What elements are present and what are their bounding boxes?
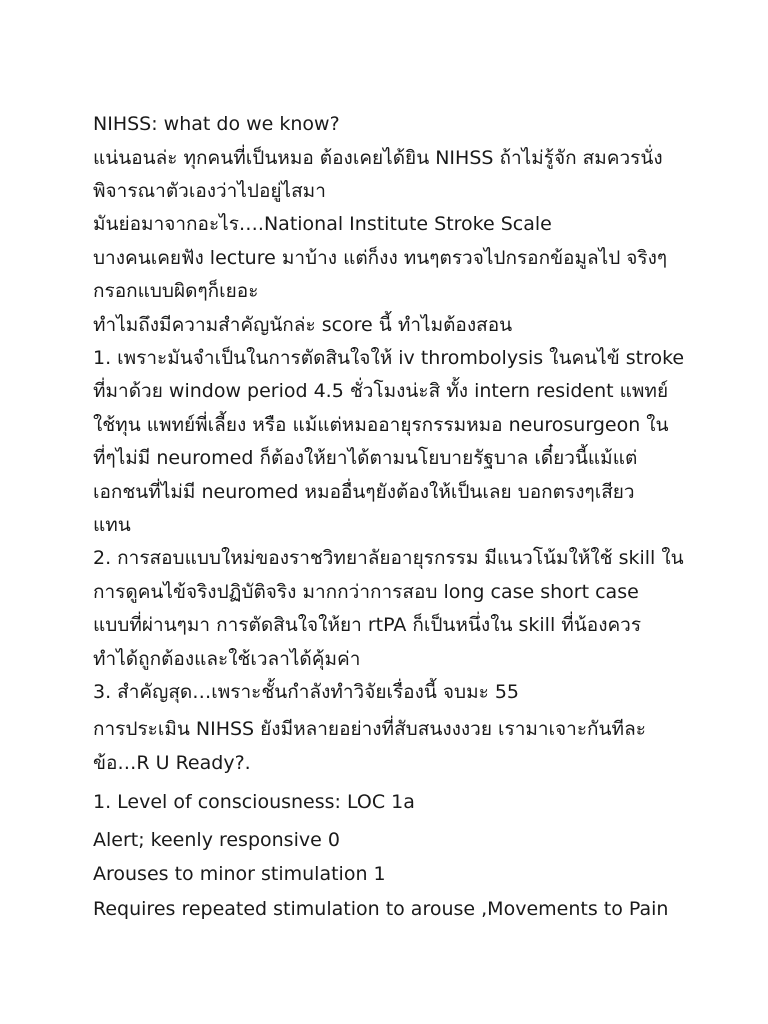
score-line: Arouses to minor stimulation 1 — [93, 863, 386, 885]
list-item-2: 2. การสอบแบบใหม่ของราชวิทยาลัยอายุรกรรม มีแนวโน้มให้ใช้ skill ใน — [93, 547, 684, 569]
paragraph-line: เอกชนที่ไม่มี neuromed หมออื่นๆยังต้องให้เป็นเลย บอกตรงๆเสียว — [93, 481, 635, 503]
paragraph-line: ที่ๆไม่มี neuromed ก็ต้องให้ยาได้ตามนโยบายรัฐบาล เดี๋ยวนี้แม้แต่ — [93, 447, 638, 469]
section-heading-loc: 1. Level of consciousness: LOC 1a — [93, 791, 415, 813]
paragraph-line: ที่มาด้วย window period 4.5 ชั่วโมงน่ะสิ ทั้ง intern resident แพทย์ — [93, 380, 669, 402]
paragraph-line: บางคนเคยฟัง lecture มาบ้าง แต่ก็งง ทนๆตรวจไปกรอกข้อมูลไป จริงๆ — [93, 247, 668, 269]
paragraph-line: ข้อ…R U Ready?. — [93, 752, 251, 774]
paragraph-line: แบบที่ผ่านๆมา การตัดสินใจให้ยา rtPA ก็เป็นหนึ่งใน skill ที่น้องควร — [93, 614, 642, 636]
paragraph-line: แทน — [93, 514, 131, 536]
list-item-3: 3. สำคัญสุด…เพราะชั้นกำลังทำวิจัยเรื่องนี้ จบมะ 55 — [93, 681, 520, 703]
score-line: Alert; keenly responsive 0 — [93, 829, 340, 851]
paragraph-line: แน่นอนล่ะ ทุกคนที่เป็นหมอ ต้องเคยได้ยิน NIHSS ถ้าไม่รู้จัก สมควรนั่ง — [93, 147, 663, 169]
paragraph-line: การประเมิน NIHSS ยังมีหลายอย่างที่สับสนงงงวย เรามาเจาะกันทีละ — [93, 718, 646, 740]
paragraph-line: ทำไมถึงมีความสำคัญนักล่ะ score นี้ ทำไมต้องสอน — [93, 314, 513, 336]
paragraph-line: พิจารณาตัวเองว่าไปอยู่ไสมา — [93, 180, 326, 202]
score-line: Requires repeated stimulation to arouse ,Movements to Pain — [93, 898, 669, 920]
paragraph-line: ทำได้ถูกต้องและใช้เวลาได้คุ้มค่า — [93, 648, 361, 670]
paragraph-line: มันย่อมาจากอะไร….National Institute Stroke Scale — [93, 213, 552, 235]
paragraph-line: การดูคนไข้จริงปฏิบัติจริง มากกว่าการสอบ long case short case — [93, 581, 639, 603]
list-item-1: 1. เพราะมันจำเป็นในการตัดสินใจให้ iv thrombolysis ในคนไข้ stroke — [93, 347, 685, 369]
paragraph-line: ใช้ทุน แพทย์พี่เลี้ยง หรือ แม้แต่หมออายุรกรรมหมอ neurosurgeon ใน — [93, 414, 669, 436]
heading-nihss: NIHSS: what do we know? — [93, 113, 340, 135]
paragraph-line: กรอกแบบผิดๆก็เยอะ — [93, 280, 259, 302]
